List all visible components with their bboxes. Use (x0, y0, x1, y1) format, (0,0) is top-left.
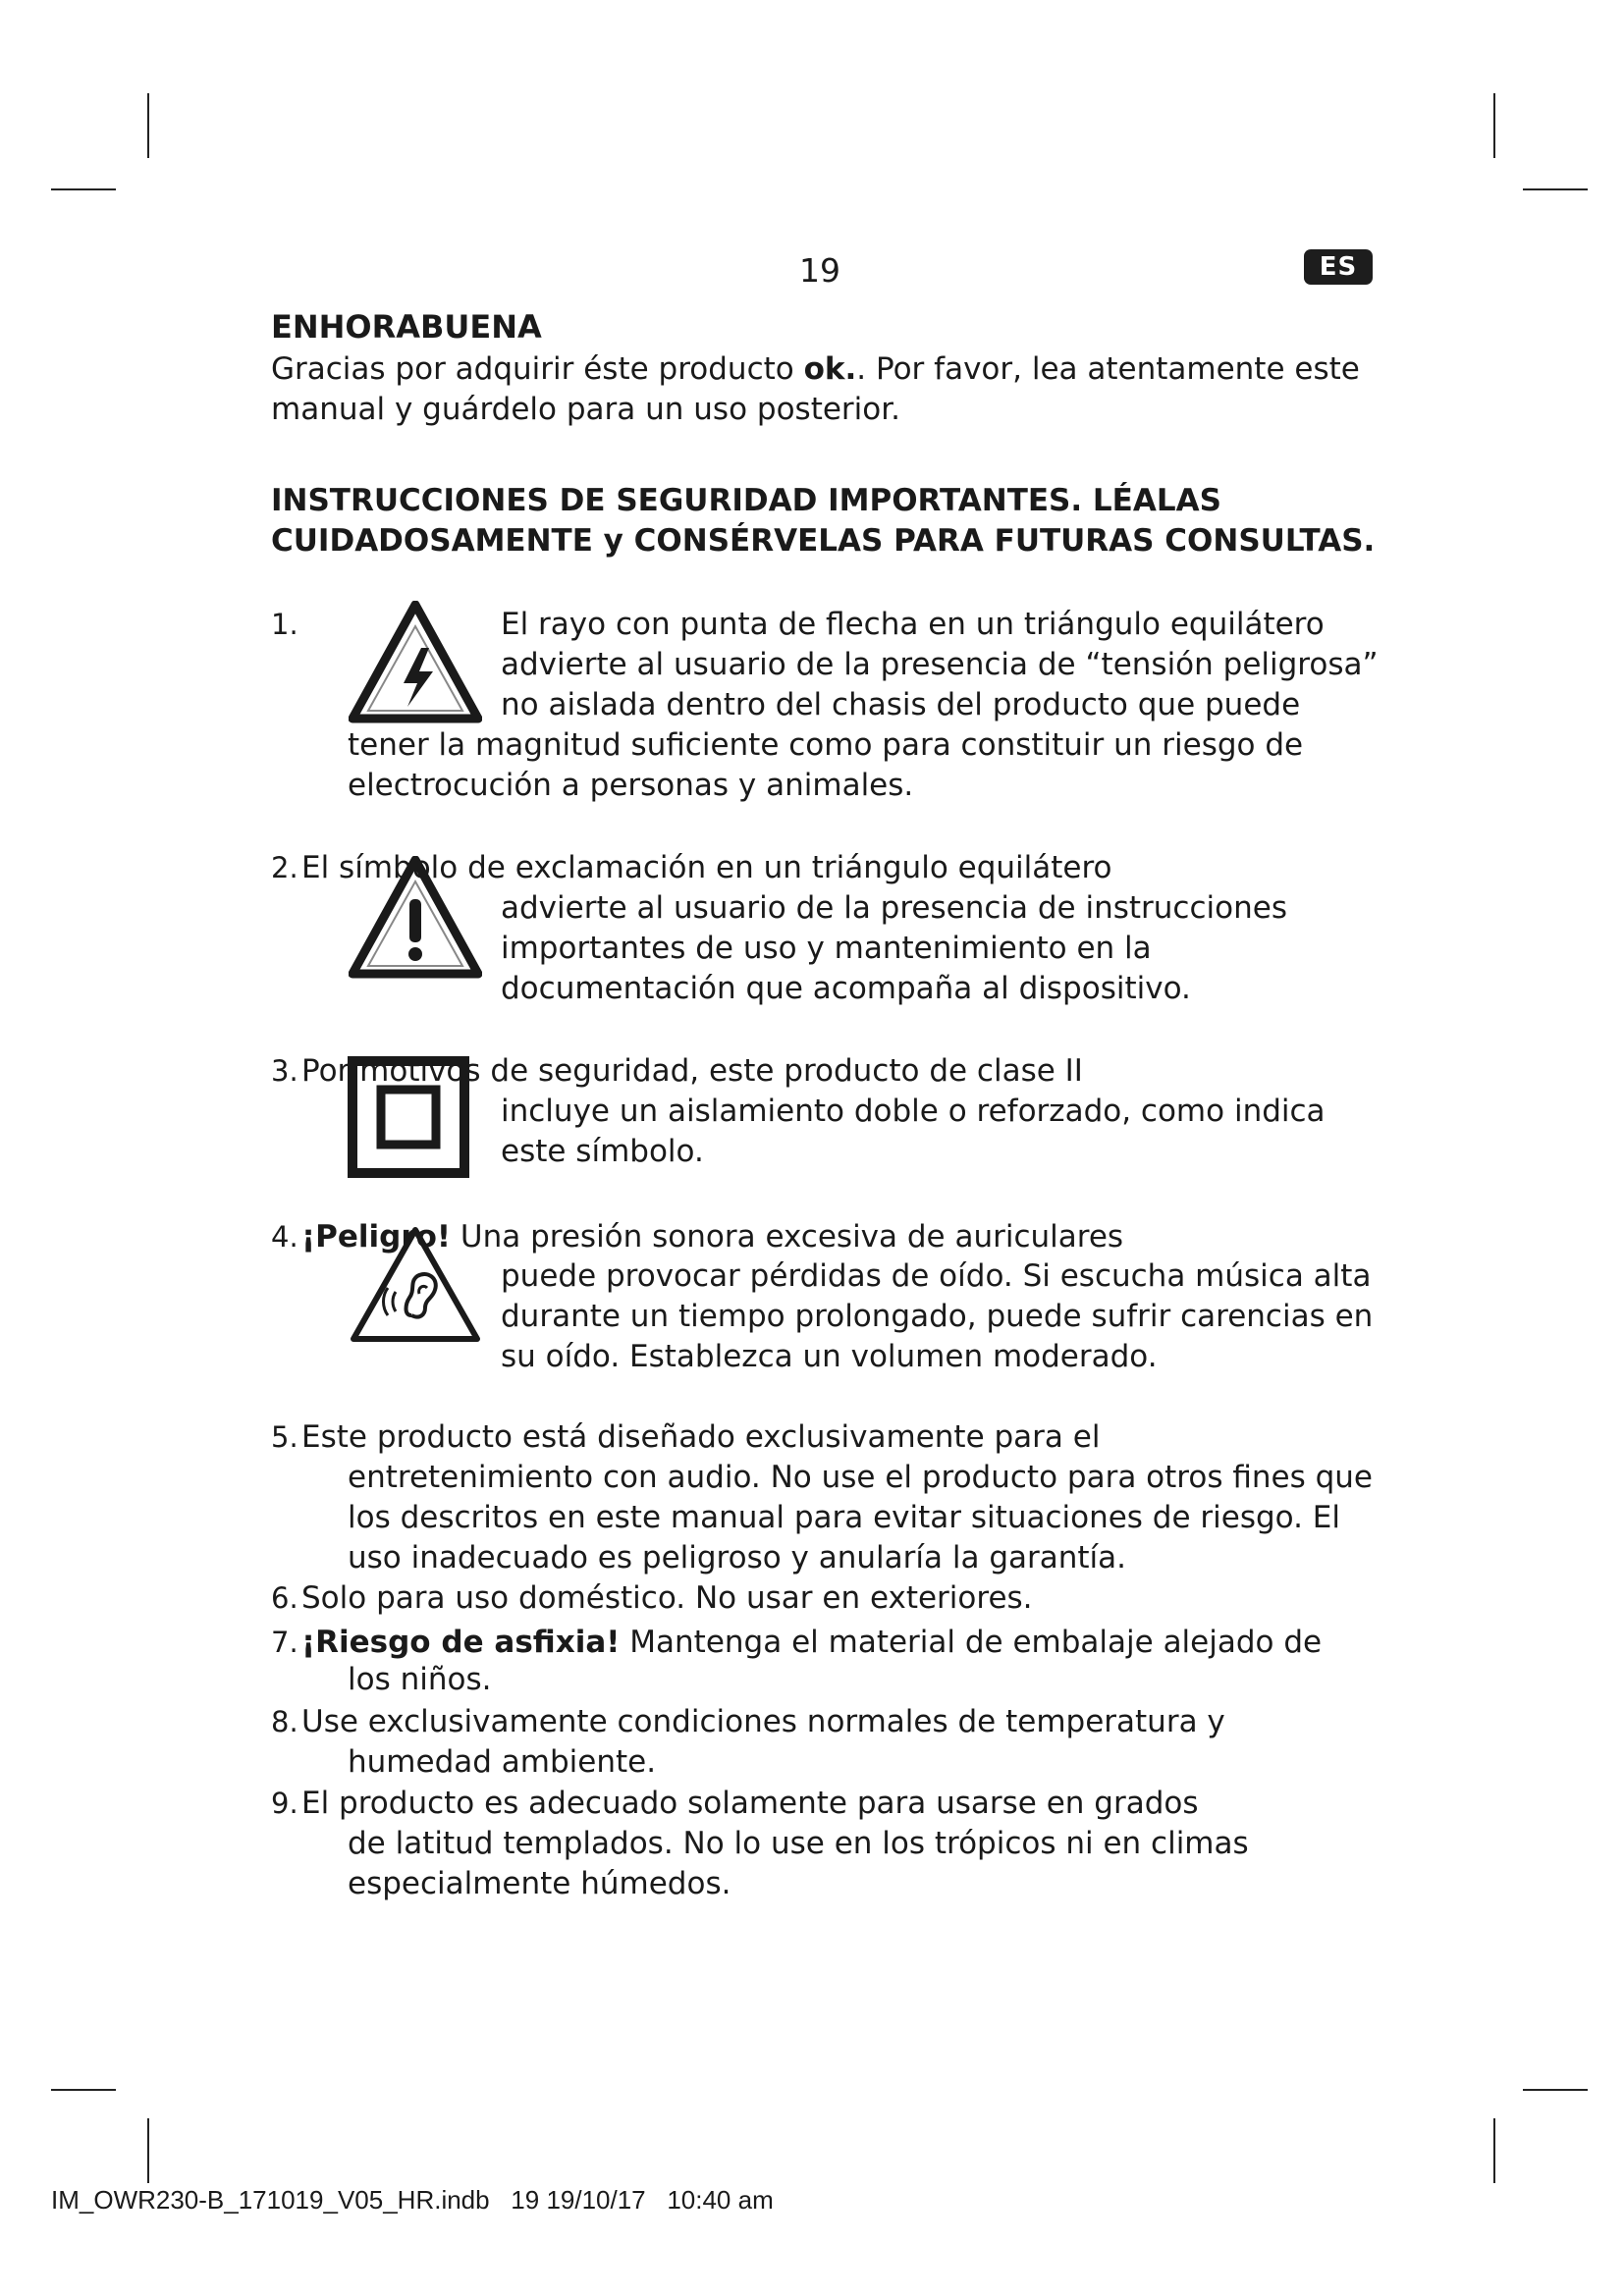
item-5-line: los descritos en este manual para evitar situaciones de riesgo. El (348, 1500, 1340, 1535)
safety-heading-line-2: CUIDADOSAMENTE y CONSÉRVELAS PARA FUTURAS CONSULTAS. (271, 523, 1376, 559)
item-number: 5. (271, 1420, 298, 1454)
danger-label: ¡Peligro! (301, 1219, 452, 1255)
crop-mark (1523, 2089, 1588, 2091)
item-1-line: electrocución a personas y animales. (348, 768, 914, 803)
crop-mark (1493, 93, 1495, 158)
brand-name: ok. (803, 351, 857, 387)
intro-text: Gracias por adquirir éste producto (271, 351, 804, 387)
slug-date: 19/10/17 (546, 2185, 646, 2215)
page-number: 19 (799, 251, 840, 290)
item-number: 7. (271, 1626, 298, 1659)
language-badge: ES (1304, 249, 1373, 285)
item-4-line: durante un tiempo prolongado, puede sufrir carencias en (501, 1299, 1374, 1334)
item-4-line (301, 1217, 1123, 1257)
crop-mark (147, 93, 149, 158)
crop-mark (51, 2089, 116, 2091)
item-number: 8. (271, 1705, 298, 1738)
item-9-line: El producto es adecuado solamente para usarse en grados (301, 1786, 1199, 1821)
item-1-line: El rayo con punta de flecha en un triángulo equilátero (501, 607, 1325, 642)
item-number: 2. (271, 851, 298, 884)
intro-line-2: manual y guárdelo para un uso posterior. (271, 392, 900, 427)
item-number: 9. (271, 1787, 298, 1820)
item-8-line: Use exclusivamente condiciones normales de temperatura y (301, 1704, 1225, 1739)
safety-heading-line-1: INSTRUCCIONES DE SEGURIDAD IMPORTANTES. LÉALAS (271, 483, 1221, 518)
item-5-line: entretenimiento con audio. No use el producto para otros fines que (348, 1460, 1373, 1495)
item-number: 1. (271, 608, 298, 641)
crop-mark (1493, 2118, 1495, 2183)
item-1-line: advierte al usuario de la presencia de “tensión peligrosa” (501, 647, 1379, 682)
item-2-line: documentación que acompaña al dispositivo. (501, 971, 1191, 1006)
item-9-line: de latitud templados. No lo use en los trópicos ni en climas (348, 1826, 1249, 1861)
item-8-line: humedad ambiente. (348, 1744, 657, 1780)
item-3-line: este símbolo. (501, 1134, 704, 1169)
item-7-line (301, 1623, 1322, 1663)
slug-file: IM_OWR230-B_171019_V05_HR.indb (51, 2185, 490, 2215)
intro-line-1 (271, 349, 1360, 390)
item-7-text: Mantenga el material de embalaje alejado de (620, 1625, 1323, 1660)
crop-mark (51, 188, 116, 190)
item-4-text: Una presión sonora excesiva de auriculares (451, 1219, 1124, 1255)
item-9-line: especialmente húmedos. (348, 1866, 731, 1901)
choking-label: ¡Riesgo de asfixia! (301, 1625, 621, 1660)
item-number: 6. (271, 1581, 298, 1615)
slug-page: 19 (511, 2185, 540, 2215)
intro-text: . Por favor, lea atentamente este (856, 351, 1360, 387)
item-4-line: su oído. Establezca un volumen moderado. (501, 1339, 1158, 1374)
item-2-line: advierte al usuario de la presencia de instrucciones (501, 890, 1287, 926)
item-2-line: importantes de uso y mantenimiento en la (501, 931, 1152, 966)
slug-time: 10:40 am (667, 2185, 774, 2215)
item-5-line: Este producto está diseñado exclusivamente para el (301, 1419, 1101, 1455)
intro-heading: ENHORABUENA (271, 308, 542, 346)
print-slug (51, 2185, 774, 2216)
item-3-line: incluye un aislamiento doble o reforzado, como indica (501, 1094, 1326, 1129)
item-5-line: uso inadecuado es peligroso y anularía la garantía. (348, 1540, 1126, 1575)
item-number: 4. (271, 1220, 298, 1254)
item-6-line: Solo para uso doméstico. No usar en exteriores. (301, 1580, 1033, 1616)
item-4-line: puede provocar pérdidas de oído. Si escucha música alta (501, 1258, 1372, 1294)
item-7-line: los niños. (348, 1662, 492, 1697)
item-1-line: tener la magnitud suficiente como para constituir un riesgo de (348, 727, 1304, 763)
crop-mark (147, 2118, 149, 2183)
item-number: 3. (271, 1054, 298, 1088)
item-1-line: no aislada dentro del chasis del producto que puede (501, 687, 1301, 722)
electric-shock-warning-icon (349, 601, 482, 724)
item-3-line: Por motivos de seguridad, este producto de clase II (301, 1053, 1083, 1089)
item-2-line: El símbolo de exclamación en un triángulo equilátero (301, 850, 1112, 885)
crop-mark (1523, 188, 1588, 190)
